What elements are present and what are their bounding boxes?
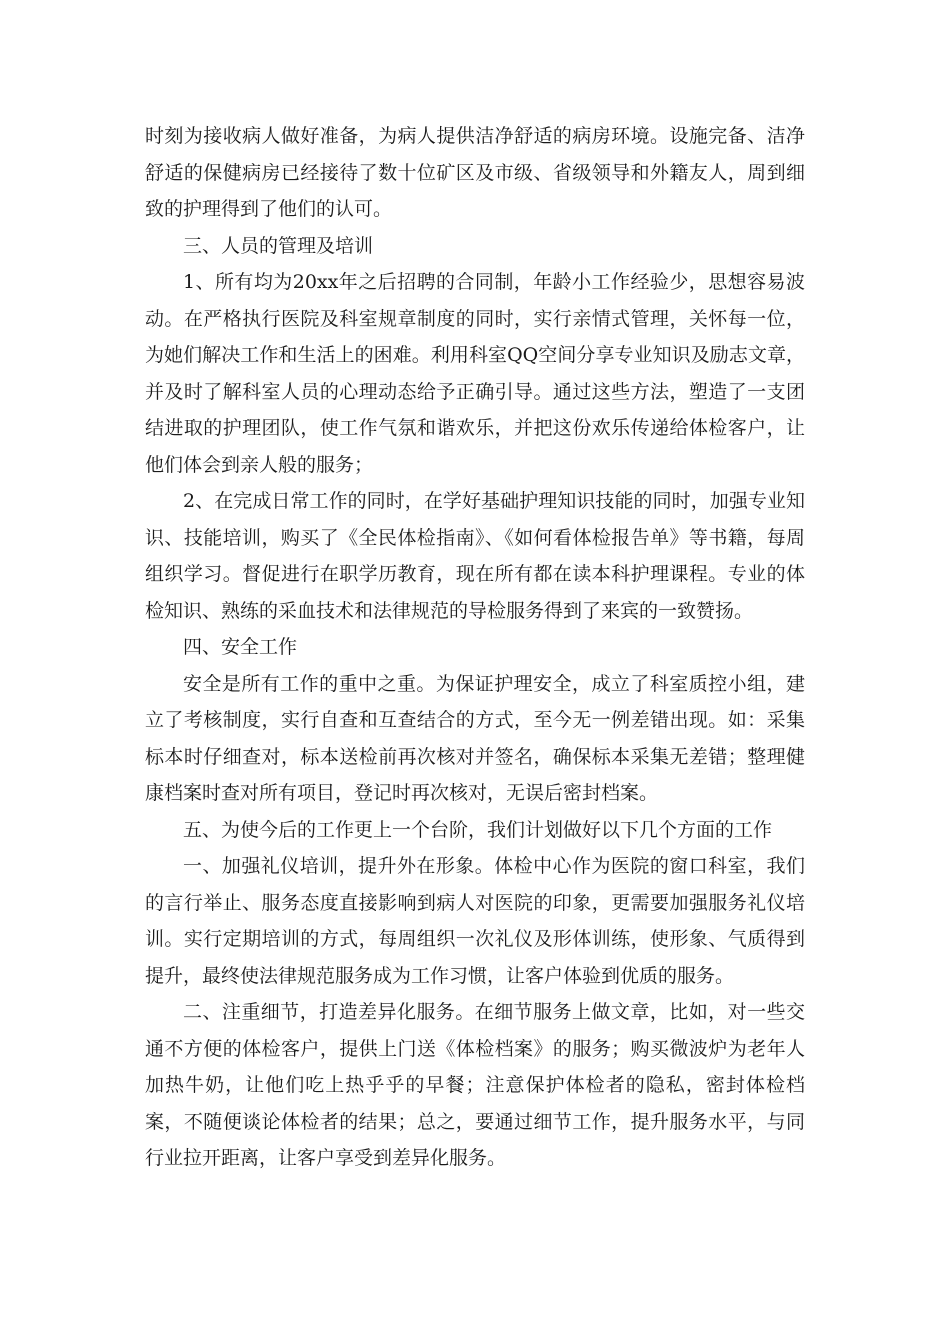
paragraph-plan-1: 一、加强礼仪培训，提升外在形象。体检中心作为医院的窗口科室，我们的言行举止、服务态度直接影响到病人对医院的印象，更需要加强服务礼仪培训。实行定期培训的方式，每周组织一次礼仪及形体训练，使形象、气质得到提升，最终使法律规范服务成为工作习惯，让客户体验到优质的服务。 (145, 855, 805, 987)
document-body (145, 118, 805, 1177)
section-heading-3: 三、人员的管理及培训 (183, 234, 374, 257)
paragraph-plan-2: 二、注重细节，打造差异化服务。在细节服务上做文章，比如，对一些交通不方便的体检客户，提供上门送《体检档案》的服务；购买微波炉为老年人加热牛奶，让他们吃上热乎乎的早餐；注意保护体检者的隐私，密封体检档案，不随便谈论体检者的结果；总之，要通过细节工作，提升服务水平，与同行业拉开距离，让客户享受到差异化服务。 (145, 1001, 805, 1169)
paragraph-continuation: 时刻为接收病人做好准备，为病人提供洁净舒适的病房环境。设施完备、洁净舒适的保健病房已经接待了数十位矿区及市级、省级领导和外籍友人，周到细致的护理得到了他们的认可。 (145, 125, 805, 220)
paragraph-item-2: 2、在完成日常工作的同时，在学好基础护理知识技能的同时，加强专业知识、技能培训，购买了《全民体检指南》、《如何看体检报告单》等书籍，每周组织学习。督促进行在职学历教育，现在所有都在读本科护理课程。专业的体检知识、熟练的采血技术和法律规范的导检服务得到了来宾的一致赞扬。 (145, 490, 805, 622)
paragraph-item-1: 1、所有均为20xx年之后招聘的合同制，年龄小工作经验少，思想容易波动。在严格执行医院及科室规章制度的同时，实行亲情式管理，关怀每一位，为她们解决工作和生活上的困难。利用科室QQ空间分享专业知识及励志文章，并及时了解科室人员的心理动态给予正确引导。通过这些方法，塑造了一支团结进取的护理团队，使工作气氛和谐欢乐，并把这份欢乐传递给体检客户，让他们体会到亲人般的服务； (145, 271, 805, 476)
section-heading-4: 四、安全工作 (183, 636, 298, 658)
section-heading-5: 五、为使今后的工作更上一个台阶，我们计划做好以下几个方面的工作 (183, 818, 773, 841)
paragraph-safety: 安全是所有工作的重中之重。为保证护理安全，成立了科室质控小组，建立了考核制度，实行自查和互查结合的方式，至今无一例差错出现。如：采集标本时仔细查对，标本送检前再次核对并签名，确保标本采集无差错；整理健康档案时查对所有项目，登记时再次核对，无误后密封档案。 (145, 672, 805, 804)
